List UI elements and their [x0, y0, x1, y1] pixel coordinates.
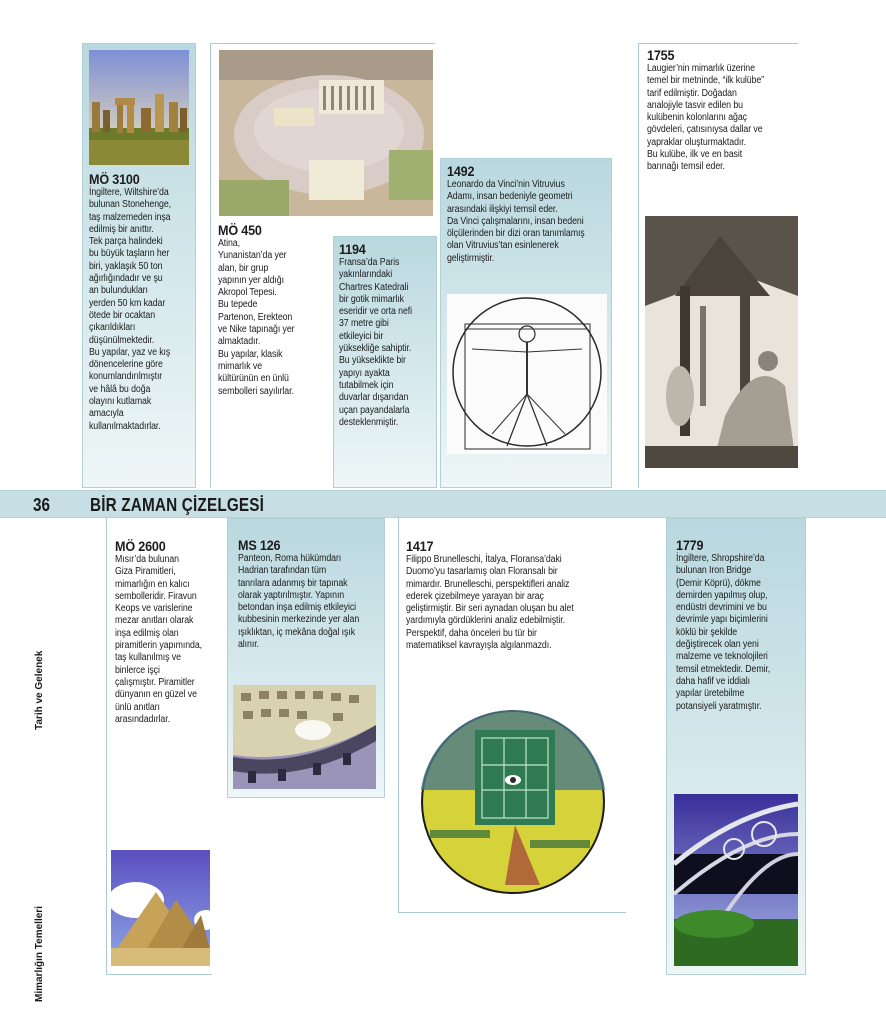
stonehenge-photo — [89, 50, 189, 165]
entry-description: Panteon, Roma hükümdarı Hadrian tarafından tüm tanrılara adanmış bir tapınak olarak yaptırılmıştır. Yapının betondan inşa edilmiş etkileyici kubbesinin merkezinde yer alan ışıklıktan, iç mekâna doğal ışık alınır. — [238, 553, 360, 651]
entry-year: MÖ 2600 — [115, 538, 166, 554]
brunelleschi-perspective-collage — [420, 710, 606, 895]
section-band — [0, 490, 886, 518]
entry-year: MÖ 450 — [218, 222, 262, 238]
entry-1194 — [333, 236, 437, 488]
acropolis-aerial-photo — [219, 50, 433, 216]
entry-description: İngiltere, Wiltshire’da bulunan Stonehenge, taş malzemeden inşa edilmiş bir anıttır. Tek parça halindeki bu büyük taşların her biri, yaklaşık 50 ton ağırlığındadır ve şu an bulundukları yerden 50 km kadar ötede bir ocaktan çıkarıldıkları düşünülmektedir. Bu yapılar, yaz ve kış dönencelerine göre konumlandırılmıştır ve hâlâ bu doğa olayını kutlamak amacıyla kullanılmaktadırlar. — [89, 187, 172, 432]
book-side-label: Mimarlığın Temelleri — [34, 906, 45, 1002]
entry-1492 — [440, 158, 612, 488]
section-title: BİR ZAMAN ÇİZELGESİ — [90, 495, 265, 515]
entry-description: İngiltere, Shropshire’da bulunan Iron Bridge (Demir Köprü), dökme demirden yapılmış olup, endüstri devrimini ve bu devrimle yapı biçimlerini köklü bir şekilde değiştirecek olan yeni malzeme ve teknolojileri temsil etmektedir. Demir, daha hafif ve iddialı yapılar üretebilme potansiyeli yaratmıştır. — [676, 553, 771, 712]
entry-description: Filippo Brunelleschi, İtalya, Floransa’daki Duomo’yu tasarlamış olan Floransalı bir mimardır. Brunelleschi, perspektifleri analiz ederek çizebilmeye yarayan bir araç geliştirmiştir. Bir seri aynadan oluşan bu alet yardımıyla gördüklerini analiz edebilmiştir. Perspektif, daha önceleri bu tür bir matematiksel kavrayışla algılanmazdı. — [406, 554, 574, 652]
primitive-hut-engraving — [645, 216, 798, 468]
entry-description: Atina, Yunanistan’da yer alan, bir grup yapının yer aldığı Akropol Tepesi. Bu tepede Partenon, Erekteon ve Nike tapınağı yer almaktadır. Bu yapılar, klasik mimarlık ve kültürünün en ünlü sembolleri sayılırlar. — [218, 238, 295, 397]
entry-ms126 — [227, 518, 385, 798]
entry-description: Laugier’nin mimarlık üzerine temel bir metninde, “ilk kulübe” tarif edilmiştir. Doğadan analojiyle tasvir edilen bu kulübenin kolonlarını ağaç gövdeleri, çatısınıysa dallar ve yapraklar oluşturmaktadır. Bu kulübe, ilk ve en basit barınağı temsil eder. — [647, 63, 765, 173]
iron-bridge-photo — [674, 794, 798, 966]
entry-year: 1492 — [447, 163, 475, 179]
vitruvian-man-drawing — [447, 294, 607, 454]
entry-year: MÖ 3100 — [89, 171, 140, 187]
entry-year: 1417 — [406, 538, 434, 554]
entry-year: 1779 — [676, 537, 704, 553]
pantheon-dome-photo — [233, 685, 376, 789]
giza-pyramids-photo — [111, 850, 210, 966]
entry-year: 1194 — [339, 241, 366, 257]
entry-description: Fransa’da Paris yakınlarındaki Chartres Katedrali bir gotik mimarlık eseridir ve orta nefi 37 metre gibi etkileyici bir yüksekliğe sahiptir. Bu yükseklikte bir yapıyı ayakta tutabilmek için duvarlar dışarıdan uçan payandalarla desteklenmiştir. — [339, 257, 412, 428]
page-number: 36 — [33, 495, 51, 515]
entry-description: Mısır’da bulunan Giza Piramitleri, mimarlığın en kalıcı sembolleridir. Firavun Keops ve varislerine mezar anıtları olarak inşa edilmiş olan piramitlerin yapımında, taş kullanılmış ve binlerce işçi çalışmıştır. Piramitler dünyanın en güzel ve ünlü anıtları arasındadırlar. — [115, 554, 202, 725]
entry-mo3100 — [82, 43, 196, 488]
section-side-label: Tarih ve Gelenek — [34, 650, 45, 730]
entry-year: MS 126 — [238, 537, 281, 553]
entry-year: 1755 — [647, 47, 675, 63]
entry-1779 — [666, 518, 806, 975]
entry-description: Leonardo da Vinci’nin Vitruvius Adamı, insan bedeniyle geometri arasındaki ilişkiyi temsil eder. Da Vinci çalışmalarını, insan bedeni ölçülerinden bir dizi oran tanımlamış olan Vitruvius’tan esinlenerek geliştirmiştir. — [447, 179, 585, 264]
